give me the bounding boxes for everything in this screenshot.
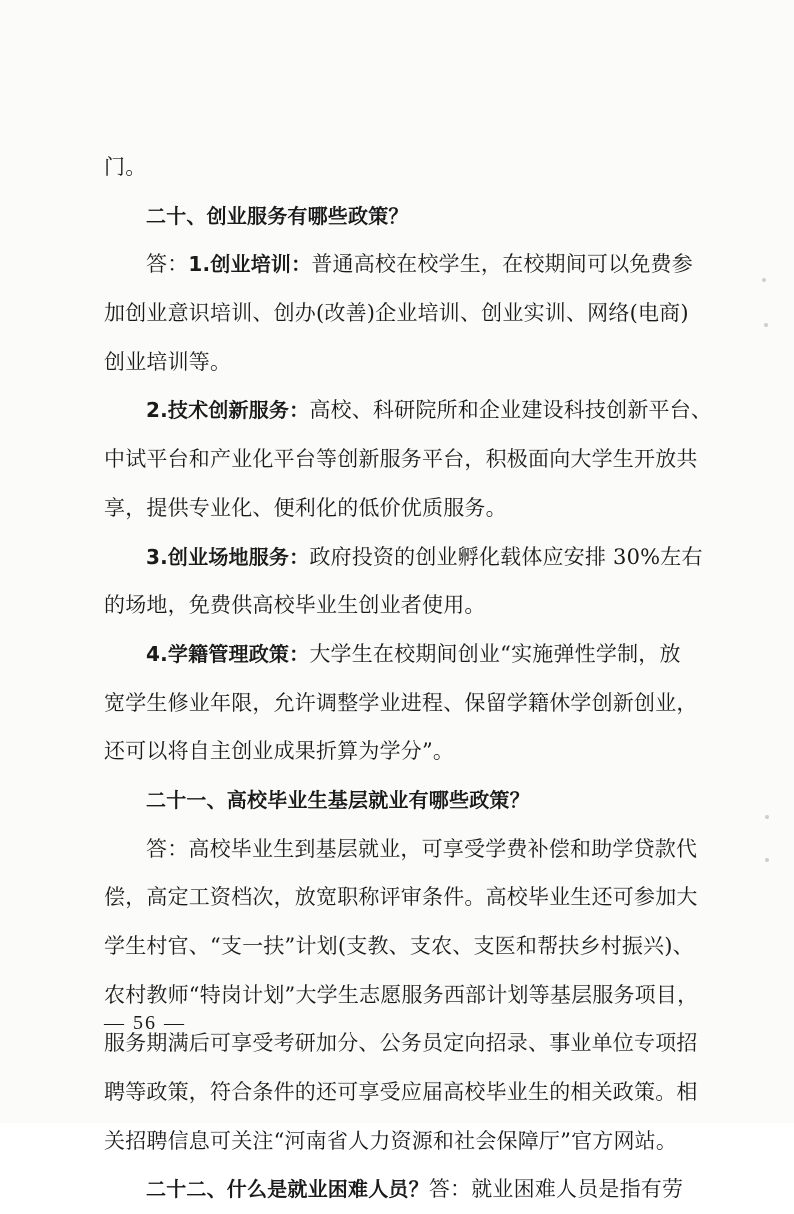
body-text: 关招聘信息可关注“河南省人力资源和社会保障厅”官方网站。 xyxy=(104,1128,678,1153)
bold-text: 4.学籍管理政策： xyxy=(146,641,310,666)
scan-speck xyxy=(765,815,769,819)
text-line xyxy=(104,1165,700,1214)
text-line xyxy=(104,533,703,582)
body-text: 学生村官、“支一扶”计划(支教、支农、支医和帮扶乡村振兴)、 xyxy=(104,934,694,958)
bold-text: 1.创业培训： xyxy=(188,252,312,277)
section-heading xyxy=(104,192,700,241)
body-text: 答： xyxy=(146,252,189,277)
bold-text: 3.创业场地服务： xyxy=(146,544,310,569)
bold-text: 二十一、高校毕业生基层就业有哪些政策？ xyxy=(146,787,530,812)
text-line xyxy=(104,289,700,338)
text-line xyxy=(104,435,700,484)
text-line xyxy=(104,873,700,922)
body-text: 农村教师“特岗计划”大学生志愿服务西部计划等基层服务项目， xyxy=(104,982,699,1007)
text-line xyxy=(104,1068,700,1117)
document-body xyxy=(104,143,713,1214)
body-text: 答：高校毕业生到基层就业，可享受学费补偿和助学贷款代 xyxy=(146,836,698,861)
text-line xyxy=(104,581,700,630)
text-line xyxy=(104,1117,700,1166)
text-line xyxy=(104,338,700,387)
text-line xyxy=(104,484,700,533)
bold-text: 二十、创业服务有哪些政策？ xyxy=(146,203,409,228)
text-line xyxy=(104,143,700,192)
body-text: 享，提供专业化、便利化的低价优质服务。 xyxy=(104,495,507,520)
body-text: 偿，高定工资档次，放宽职称评审条件。高校毕业生还可参加大 xyxy=(104,885,698,910)
text-line xyxy=(104,825,700,874)
body-text: 门。 xyxy=(104,155,147,179)
text-line xyxy=(104,630,700,679)
body-text: 聘等政策，符合条件的还可享受应届高校毕业生的相关政策。相 xyxy=(104,1080,698,1105)
scan-speck xyxy=(762,278,766,282)
body-text: 的场地，免费供高校毕业生创业者使用。 xyxy=(104,593,486,618)
bold-text: 2.技术创新服务： xyxy=(146,398,310,423)
body-text: 服务期满后可享受考研加分、公务员定向招录、事业单位专项招 xyxy=(104,1031,698,1056)
text-line xyxy=(104,240,700,289)
body-text: 高校、科研院所和企业建设科技创新平台、 xyxy=(309,398,713,423)
text-line xyxy=(104,679,700,728)
body-text: 普通高校在校学生，在校期间可以免费参 xyxy=(311,252,693,277)
body-text: 创业培训等。 xyxy=(104,349,232,374)
page-number: — 56 — xyxy=(104,1012,186,1034)
body-text: 答：就业困难人员是指有劳 xyxy=(428,1177,684,1202)
body-text: 大学生在校期间创业“实施弹性学制，放 xyxy=(309,641,681,666)
body-text: 加创业意识培训、创办(改善)企业培训、创业实训、网络(电商) xyxy=(104,301,689,326)
text-line xyxy=(104,971,700,1020)
bold-text: 二十二、什么是就业困难人员？ xyxy=(146,1177,429,1202)
text-line xyxy=(104,727,700,776)
body-text: 还可以将自主创业成果折算为学分”。 xyxy=(104,739,455,764)
text-line xyxy=(104,922,700,971)
text-line xyxy=(104,1019,700,1068)
scan-speck xyxy=(764,323,768,327)
section-heading xyxy=(104,776,700,825)
body-text: 政府投资的创业孵化载体应安排 30%左右 xyxy=(309,544,703,569)
text-line xyxy=(104,386,713,435)
body-text: 宽学生修业年限，允许调整学业进程、保留学籍休学创新创业， xyxy=(104,690,698,715)
body-text: 中试平台和产业化平台等创新服务平台，积极面向大学生开放共 xyxy=(104,447,698,472)
scan-speck xyxy=(765,858,769,862)
